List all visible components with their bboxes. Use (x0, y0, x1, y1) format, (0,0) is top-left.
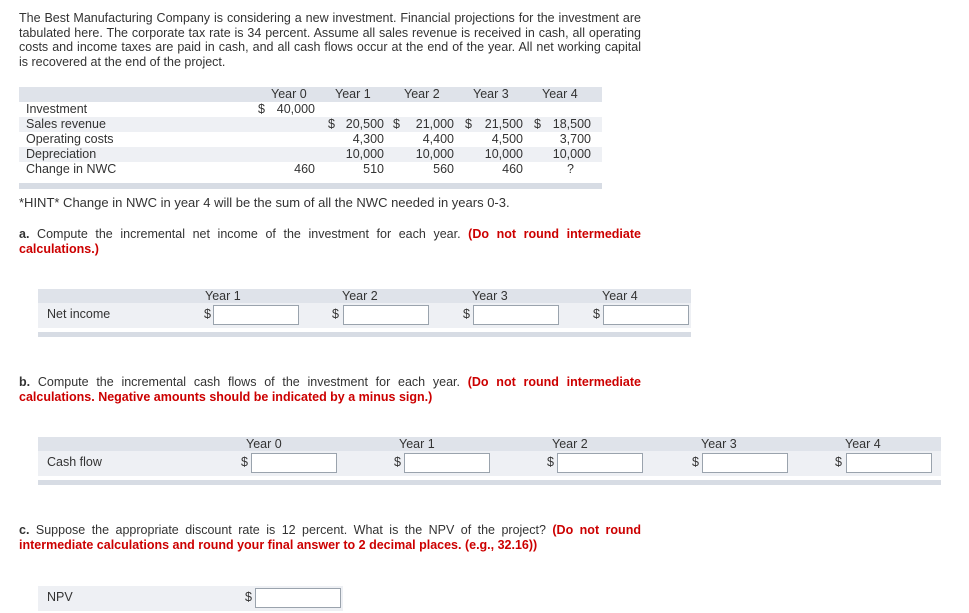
question-letter: b. (19, 375, 31, 389)
row-label-investment: Investment (26, 102, 88, 116)
row-label-npv: NPV (47, 590, 73, 604)
net-income-year4-input[interactable] (603, 305, 689, 325)
depreciation-y3: 10,000 (484, 147, 523, 161)
depreciation-y1: 10,000 (345, 147, 384, 161)
col-header-year1: Year 1 (399, 437, 435, 451)
currency-sign: $ (328, 117, 335, 131)
nwc-y3: 460 (502, 162, 523, 176)
npv-answer-table (38, 572, 343, 613)
net-income-year3-input[interactable] (473, 305, 559, 325)
opcosts-y3: 4,500 (491, 132, 523, 146)
opcosts-y2: 4,400 (422, 132, 454, 146)
currency-sign: $ (835, 455, 842, 469)
question-c (19, 523, 641, 552)
currency-sign: $ (534, 117, 541, 131)
currency-sign: $ (465, 117, 472, 131)
sales-y4: 18,500 (552, 117, 591, 131)
problem-intro: The Best Manufacturing Company is considering a new investment. Financial projections for the investment are tabulated here. The corporate tax rate is 34 percent. Assume all sales revenue is received in cash, all operating costs and income taxes are paid in cash, and all cash flows occur at the end of the year. All net working capital is recovered at the end of the project. (19, 11, 641, 69)
question-b (19, 375, 641, 404)
col-header-year3: Year 3 (472, 289, 508, 303)
question-letter: c. (19, 523, 30, 537)
sales-y2: 21,000 (415, 117, 454, 131)
question-note: (Do not round intermediate calculations.) (19, 227, 641, 256)
opcosts-y1: 4,300 (352, 132, 384, 146)
question-text: Compute the incremental net income of the investment for each year. (37, 227, 461, 241)
sales-y1: 20,500 (345, 117, 384, 131)
question-a (19, 227, 641, 256)
net-income-year1-input[interactable] (213, 305, 299, 325)
question-note: (Do not round intermediate calculations. Negative amounts should be indicated by a minus sign.) (19, 375, 641, 404)
question-text: Suppose the appropriate discount rate is 12 percent. What is the NPV of the project? (35, 523, 546, 537)
col-header-year1: Year 1 (205, 289, 241, 303)
col-header-year4: Year 4 (542, 87, 578, 101)
col-header-year0: Year 0 (271, 87, 307, 101)
opcosts-y4: 3,700 (559, 132, 591, 146)
nwc-y4: ? (567, 162, 574, 176)
currency-sign: $ (258, 102, 265, 116)
row-label-net-income: Net income (47, 307, 111, 321)
row-label-cash-flow: Cash flow (47, 455, 102, 469)
question-note: (Do not round intermediate calculations and round your final answer to 2 decimal places. (e.g., 32.16)) (19, 523, 641, 552)
depreciation-y2: 10,000 (415, 147, 454, 161)
col-header-year3: Year 3 (473, 87, 509, 101)
sales-y3: 21,500 (484, 117, 523, 131)
nwc-y0: 460 (294, 162, 315, 176)
table-header-bar (19, 87, 602, 102)
currency-sign: $ (332, 307, 339, 321)
investment-y0: 40,000 (276, 102, 315, 116)
col-header-year2: Year 2 (342, 289, 378, 303)
col-header-year3: Year 3 (701, 437, 737, 451)
currency-sign: $ (394, 455, 401, 469)
cash-flow-answer-table (38, 437, 941, 486)
depreciation-y4: 10,000 (552, 147, 591, 161)
currency-sign: $ (245, 590, 252, 604)
cash-flow-year0-input[interactable] (251, 453, 337, 473)
npv-input[interactable] (255, 588, 341, 608)
col-header-year2: Year 2 (404, 87, 440, 101)
hint-text: *HINT* Change in NWC in year 4 will be the sum of all the NWC needed in years 0-3. (19, 195, 510, 210)
currency-sign: $ (204, 307, 211, 321)
cash-flow-year2-input[interactable] (557, 453, 643, 473)
cash-flow-year3-input[interactable] (702, 453, 788, 473)
col-header-year2: Year 2 (552, 437, 588, 451)
col-header-year4: Year 4 (845, 437, 881, 451)
question-text: Compute the incremental cash flows of the investment for each year. (37, 375, 460, 389)
cash-flow-year1-input[interactable] (404, 453, 490, 473)
nwc-y2: 560 (433, 162, 454, 176)
currency-sign: $ (393, 117, 400, 131)
currency-sign: $ (241, 455, 248, 469)
net-income-year2-input[interactable] (343, 305, 429, 325)
col-header-year1: Year 1 (335, 87, 371, 101)
currency-sign: $ (593, 307, 600, 321)
col-header-year4: Year 4 (602, 289, 638, 303)
row-label-depreciation: Depreciation (26, 147, 97, 161)
row-label-sales: Sales revenue (26, 117, 106, 131)
currency-sign: $ (547, 455, 554, 469)
row-label-nwc: Change in NWC (26, 162, 117, 176)
currency-sign: $ (463, 307, 470, 321)
projections-table (19, 86, 602, 190)
cash-flow-year4-input[interactable] (846, 453, 932, 473)
net-income-answer-table (38, 289, 691, 337)
col-header-year0: Year 0 (246, 437, 282, 451)
row-label-opcosts: Operating costs (26, 132, 114, 146)
currency-sign: $ (692, 455, 699, 469)
question-letter: a. (19, 227, 30, 241)
nwc-y1: 510 (363, 162, 384, 176)
